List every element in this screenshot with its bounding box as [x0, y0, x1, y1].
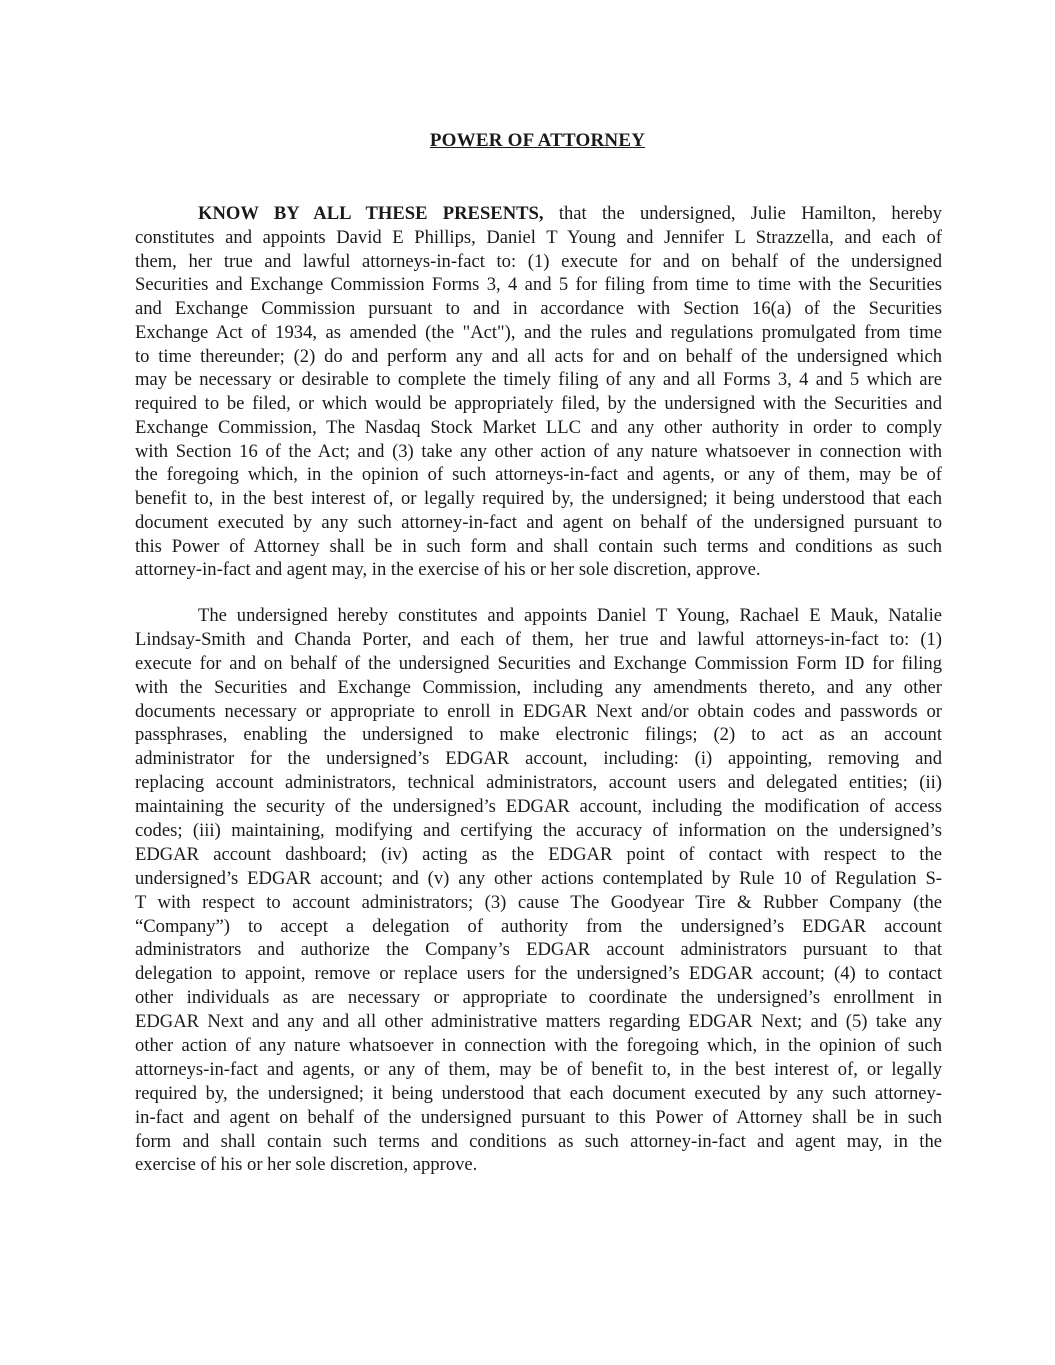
text-line: to time thereunder; (2) do and perform any and all acts for and on behalf of the undersigned which [135, 345, 942, 367]
text-line: administrator for the undersigned’s EDGAR account, including: (i) appointing, removing and [135, 748, 942, 770]
text-line: execute for and on behalf of the undersigned Securities and Exchange Commission Form ID for filing [135, 652, 942, 674]
text-line: the foregoing which, in the opinion of such attorneys-in-fact and agents, or any of them, may be of [135, 464, 942, 486]
text-line: documents necessary or appropriate to enroll in EDGAR Next and/or obtain codes and passwords or [135, 700, 942, 722]
text-line: them, her true and lawful attorneys-in-fact to: (1) execute for and on behalf of the undersigned [135, 250, 942, 272]
text-line: constitutes and appoints David E Phillips, Daniel T Young and Jennifer L Strazzella, and each of [135, 226, 942, 248]
text-line: passphrases, enabling the undersigned to make electronic filings; (2) to act as an account [135, 724, 942, 746]
text-line: Exchange Commission, The Nasdaq Stock Market LLC and any other authority in order to comply [135, 416, 942, 438]
lead-phrase: KNOW BY ALL THESE PRESENTS, [198, 203, 544, 224]
text-line: required by, the undersigned; it being understood that each document executed by any such attorney- [135, 1082, 942, 1104]
text-line: attorney-in-fact and agent may, in the exercise of his or her sole discretion, approve. [135, 559, 761, 581]
text-line [135, 202, 942, 226]
text-line: “Company”) to accept a delegation of authority from the undersigned’s EDGAR account [135, 915, 942, 937]
paragraph-appointment-forms [135, 202, 942, 582]
text-line: exercise of his or her sole discretion, approve. [135, 1154, 478, 1176]
text-line: with the Securities and Exchange Commission, including any amendments thereto, and any other [135, 676, 942, 698]
text-line: EDGAR account dashboard; (iv) acting as the EDGAR point of contact with respect to the [135, 843, 942, 865]
text-line: other action of any nature whatsoever in connection with the foregoing which, in the opinion of such [135, 1035, 942, 1057]
text-line: attorneys-in-fact and agents, or any of them, may be of benefit to, in the best interest of, or legally [135, 1058, 942, 1080]
text-line: required to be filed, or which would be appropriately filed, by the undersigned with the Securities and [135, 393, 942, 414]
text-line: undersigned’s EDGAR account; and (v) any other actions contemplated by Rule 10 of Regulation S- [135, 867, 942, 889]
text-line: benefit to, in the best interest of, or legally required by, the undersigned; it being understood that each [135, 488, 942, 509]
text-line-rest: that the undersigned, Julie Hamilton, hereby [558, 203, 942, 224]
text-line: replacing account administrators, technical administrators, account users and delegated entities; (ii) [135, 772, 942, 794]
text-line: document executed by any such attorney-in-fact and agent on behalf of the undersigned pursuant to [135, 511, 942, 533]
text-line: Securities and Exchange Commission Forms 3, 4 and 5 for filing from time to time with the Securities [135, 274, 942, 296]
text-line: with Section 16 of the Act; and (3) take any other action of any nature whatsoever in connection with [135, 440, 942, 462]
text-line: T with respect to account administrators; (3) cause The Goodyear Tire & Rubber Company (the [135, 891, 942, 913]
text-line: maintaining the security of the undersigned’s EDGAR account, including the modification of access [135, 796, 942, 818]
text-line: Lindsay-Smith and Chanda Porter, and each of them, her true and lawful attorneys-in-fact to: (1) [135, 628, 942, 650]
text-line: The undersigned hereby constitutes and appoints Daniel T Young, Rachael E Mauk, Natalie [198, 605, 942, 626]
text-line: Exchange Act of 1934, as amended (the "Act"), and the rules and regulations promulgated from time [135, 321, 942, 343]
paragraph-appointment-edgar [135, 604, 942, 1177]
text-line: delegation to appoint, remove or replace users for the undersigned’s EDGAR account; (4) to contact [135, 963, 942, 985]
text-line: EDGAR Next and any and all other administrative matters regarding EDGAR Next; and (5) take any [135, 1011, 942, 1033]
text-line: in-fact and agent on behalf of the undersigned pursuant to this Power of Attorney shall be in such [135, 1106, 942, 1128]
text-line: form and shall contain such terms and conditions as such attorney-in-fact and agent may, in the [135, 1130, 942, 1152]
text-line: may be necessary or desirable to complete the timely filing of any and all Forms 3, 4 and 5 which are [135, 369, 942, 391]
text-line: and Exchange Commission pursuant to and in accordance with Section 16(a) of the Securities [135, 298, 942, 319]
text-line: codes; (iii) maintaining, modifying and certifying the accuracy of information on the undersigned’s [135, 820, 942, 842]
text-line: this Power of Attorney shall be in such form and shall contain such terms and conditions as such [135, 535, 942, 557]
text-line: administrators and authorize the Company’s EDGAR account administrators pursuant to that [135, 939, 942, 961]
document-title: POWER OF ATTORNEY [429, 130, 646, 151]
text-line: other individuals as are necessary or appropriate to coordinate the undersigned’s enrollment in [135, 987, 942, 1009]
